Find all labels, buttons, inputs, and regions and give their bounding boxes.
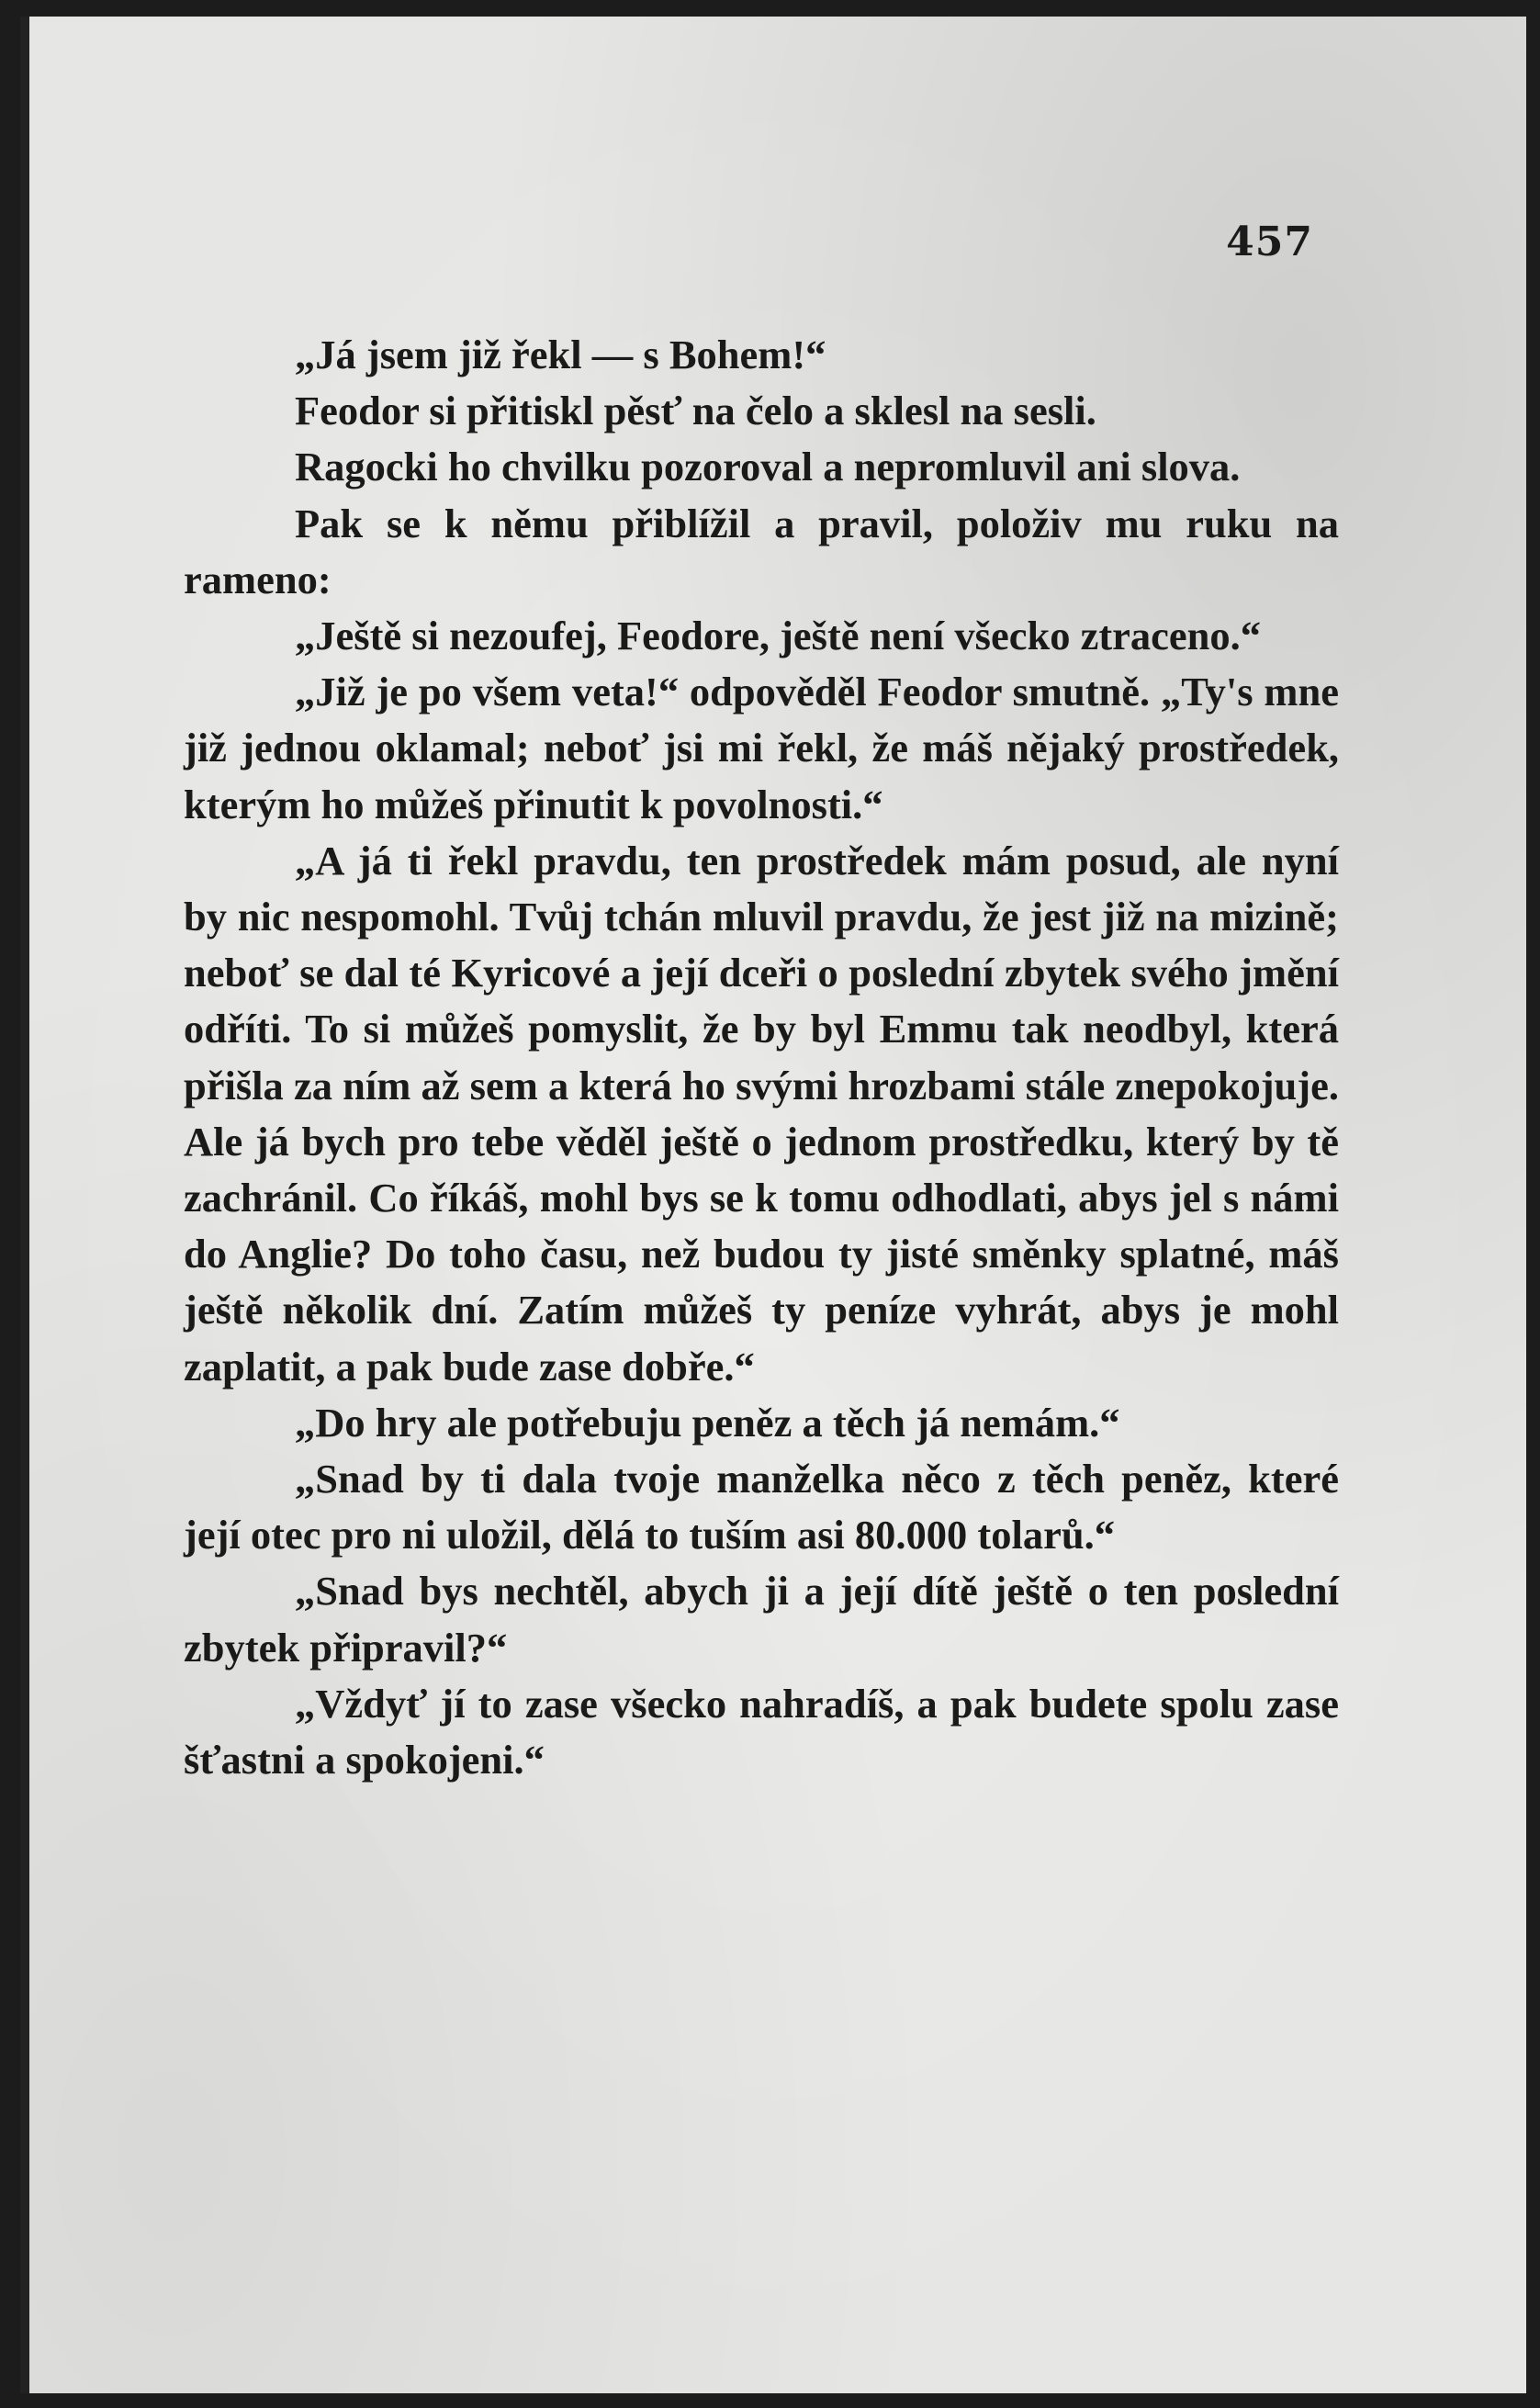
page-number: 457 (1226, 219, 1313, 265)
body-text (184, 327, 1339, 1788)
paragraph: Ragocki ho chvilku pozoroval a nepromluvil ani slova. (295, 444, 1241, 490)
paragraph: „Ještě si nezoufej, Feodore, ještě není všecko ztraceno.“ (295, 613, 1262, 659)
paragraph: Pak se k němu přiblížil a pravil, položiv mu ruku na rameno: (184, 500, 1339, 602)
paragraph: „Vždyť jí to zase všecko nahradíš, a pak budete spolu zase šťastni a spokojeni.“ (184, 1680, 1339, 1783)
paragraph: „A já ti řekl pravdu, ten prostředek mám posud, ale nyní by nic nespomohl. Tvůj tchán mluvil pravdu, že jest již na mizině; neboť se dal té Kyricové a její dceři o poslední zbytek svého jmění odříti. To si můžeš pomyslit, že by byl Emmu tak neodbyl, která přišla za ním až sem a která ho svými hrozbami stále znepokojuje. Ale já bych pro tebe věděl ještě o jednom prostředku, který by tě zachránil. Co říkáš, mohl bys se k tomu odhodlati, abys jel s námi do Anglie? Do toho času, než budou ty jisté směnky splatné, máš ještě několik dní. Zatím můžeš ty peníze vyhrát, abys je mohl zaplatit, a pak bude zase dobře.“ (184, 837, 1339, 1390)
page-binding-edge (20, 17, 29, 2393)
paragraph: „Snad bys nechtěl, abych ji a její dítě ještě o ten poslední zbytek připravil?“ (184, 1568, 1339, 1671)
paragraph: Feodor si přitiskl pěsť na čelo a sklesl na sesli. (295, 388, 1096, 434)
paragraph: „Do hry ale potřebuju peněz a těch já nemám.“ (295, 1399, 1120, 1446)
paragraph: „Snad by ti dala tvoje manželka něco z těch peněz, které její otec pro ni uložil, dělá to tuším asi 80.000 tolarů.“ (184, 1456, 1339, 1558)
paragraph: „Já jsem již řekl — s Bohem!“ (295, 332, 826, 377)
book-page (20, 17, 1526, 2393)
paragraph: „Již je po všem veta!“ odpověděl Feodor smutně. „Ty's mne již jednou oklamal; neboť jsi mi řekl, že máš nějaký prostředek, kterým ho můžeš přinutit k povolnosti.“ (184, 669, 1339, 827)
